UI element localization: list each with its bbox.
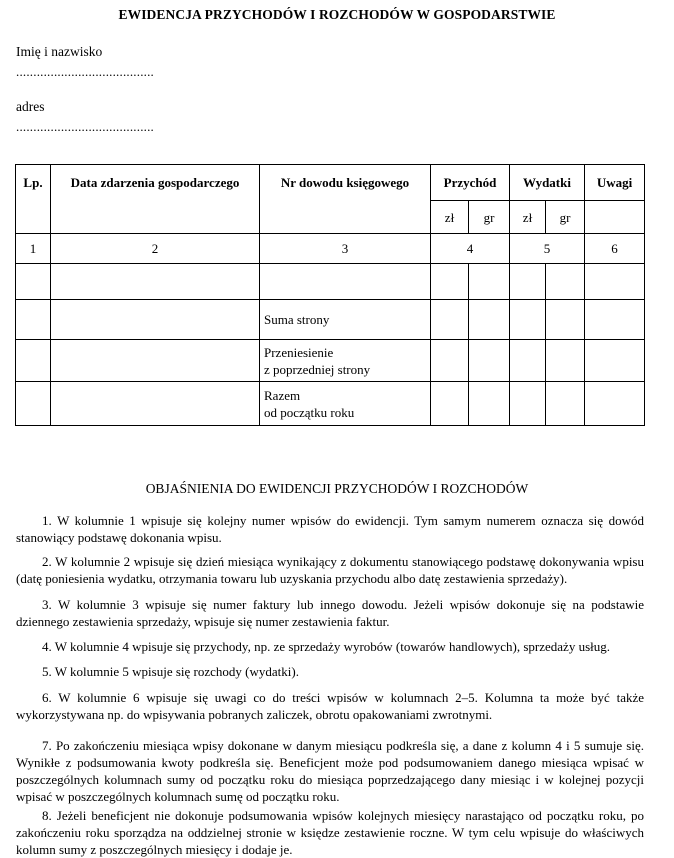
income-gr-header: gr [469, 201, 510, 234]
carried-forward-line-2: z poprzedniej strony [264, 361, 371, 377]
expenses-gr-header: gr [546, 201, 585, 234]
address-label: adres [16, 99, 45, 114]
expenses-gr-cell[interactable] [546, 382, 585, 426]
income-gr-cell[interactable] [469, 264, 510, 300]
lp-cell [16, 340, 51, 382]
date-cell [51, 382, 260, 426]
column-number: 4 [431, 234, 510, 264]
expenses-zl-header: zł [510, 201, 546, 234]
explanation-item: 6. W kolumnie 6 wpisuje się uwagi co do treści wpisów w kolumnach 2–5. Kolumna ta może być także wykorzystywana np. do wpisywania pobranych zaliczek, obrotu opakowaniami zwrotnymi. [16, 690, 644, 722]
date-cell [51, 340, 260, 382]
income-gr-cell[interactable] [469, 340, 510, 382]
explanation-item: 8. Jeżeli beneficjent nie dokonuje podsumowania wpisów kolejnych miesięcy narastająco od początku roku, po zakończeniu roku sporządza na oddzielnej stronie w księdze zestawienie roczne. W tym celu wpisuje do właściwych kolumn sumy z poszczególnych miesięcy i dodaje je. [16, 808, 644, 857]
col-income-header: Przychód [431, 165, 510, 201]
column-number: 5 [510, 234, 585, 264]
income-zl-header: zł [431, 201, 469, 234]
column-number-row [16, 234, 645, 264]
name-fill-line[interactable]: ........................................ [16, 64, 154, 79]
entry-row [16, 264, 645, 300]
notes-cell[interactable] [585, 382, 645, 426]
explanation-item: 5. W kolumnie 5 wpisuje się rozchody (wydatki). [42, 664, 299, 679]
page-sum-row [16, 300, 645, 340]
lp-cell[interactable] [16, 264, 51, 300]
explanation-item: 7. Po zakończeniu miesiąca wpisy dokonane w danym miesiącu podkreśla się, a dane z kolumn 4 i 5 sumuje się. Wynikłe z podsumowania kwoty podkreśla się. Beneficjent może pod podsumowaniem danego miesiąca wpisać w poszczególnych kolumnach sumy od początku roku do miesiąca poprzedzającego dany miesiąc i w kolejnej pozycji wpisać w poszczególnych kolumnach sumę od początku roku. [16, 738, 644, 804]
col-notes-header: Uwagi [585, 165, 645, 201]
year-total-row [16, 382, 645, 426]
expenses-zl-cell[interactable] [510, 264, 546, 300]
notes-cell[interactable] [585, 340, 645, 382]
explanation-item: 2. W kolumnie 2 wpisuje się dzień miesiąca wynikający z dokumentu stanowiącego podstawę dokonywania wpisu (datę poniesienia wydatku, otrzymania towaru lub uzyskania przychodu albo datę zestawienia sprzedaży). [16, 554, 644, 586]
column-number: 3 [260, 234, 431, 264]
lp-cell [16, 382, 51, 426]
income-gr-cell[interactable] [469, 382, 510, 426]
year-total-label [260, 382, 431, 426]
explanation-item: 4. W kolumnie 4 wpisuje się przychody, np. ze sprzedaży wyrobów (towarów handlowych), sprzedaży usług. [42, 639, 611, 654]
name-label: Imię i nazwisko [16, 44, 103, 59]
carried-forward-line-1: Przeniesienie [264, 344, 334, 360]
carried-forward-label [260, 340, 431, 382]
expenses-zl-cell[interactable] [510, 340, 546, 382]
page-sum-label: Suma strony [260, 300, 431, 340]
year-total-line-1: Razem [264, 387, 301, 403]
notes-cell[interactable] [585, 264, 645, 300]
year-total-line-2: od początku roku [264, 404, 355, 420]
ledger-table [15, 164, 645, 426]
col-lp-header: Lp. [16, 165, 51, 234]
column-number: 2 [51, 234, 260, 264]
address-fill-line[interactable]: ........................................ [16, 119, 154, 134]
income-zl-cell[interactable] [431, 264, 469, 300]
explanations-title: OBJAŚNIENIA DO EWIDENCJI PRZYCHODÓW I ROZCHODÓW [145, 481, 529, 496]
income-gr-cell[interactable] [469, 300, 510, 340]
column-number: 6 [585, 234, 645, 264]
expenses-gr-cell[interactable] [546, 300, 585, 340]
doc-cell[interactable] [260, 264, 431, 300]
notes-sub-cell [585, 201, 645, 234]
income-zl-cell[interactable] [431, 382, 469, 426]
lp-cell [16, 300, 51, 340]
col-expenses-header: Wydatki [510, 165, 585, 201]
header-row [16, 165, 645, 201]
explanation-item: 3. W kolumnie 3 wpisuje się numer faktury lub innego dowodu. Jeżeli wpisów dokonuje się na podstawie dziennego zestawienia sprzedaży, wpisuje się numer zestawienia faktur. [16, 597, 644, 629]
col-date-header: Data zdarzenia gospodarczego [51, 165, 260, 234]
notes-cell[interactable] [585, 300, 645, 340]
col-doc-header: Nr dowodu księgowego [260, 165, 431, 234]
expenses-zl-cell[interactable] [510, 300, 546, 340]
date-cell [51, 300, 260, 340]
expenses-gr-cell[interactable] [546, 264, 585, 300]
document-title: EWIDENCJA PRZYCHODÓW I ROZCHODÓW W GOSPODARSTWIE [118, 7, 556, 22]
expenses-gr-cell[interactable] [546, 340, 585, 382]
date-cell[interactable] [51, 264, 260, 300]
explanation-item: 1. W kolumnie 1 wpisuje się kolejny numer wpisów do ewidencji. Tym samym numerem oznacza się dowód stanowiący podstawę dokonania wpisu. [16, 513, 644, 545]
column-number: 1 [16, 234, 51, 264]
income-zl-cell[interactable] [431, 340, 469, 382]
carried-forward-row [16, 340, 645, 382]
expenses-zl-cell[interactable] [510, 382, 546, 426]
income-zl-cell[interactable] [431, 300, 469, 340]
